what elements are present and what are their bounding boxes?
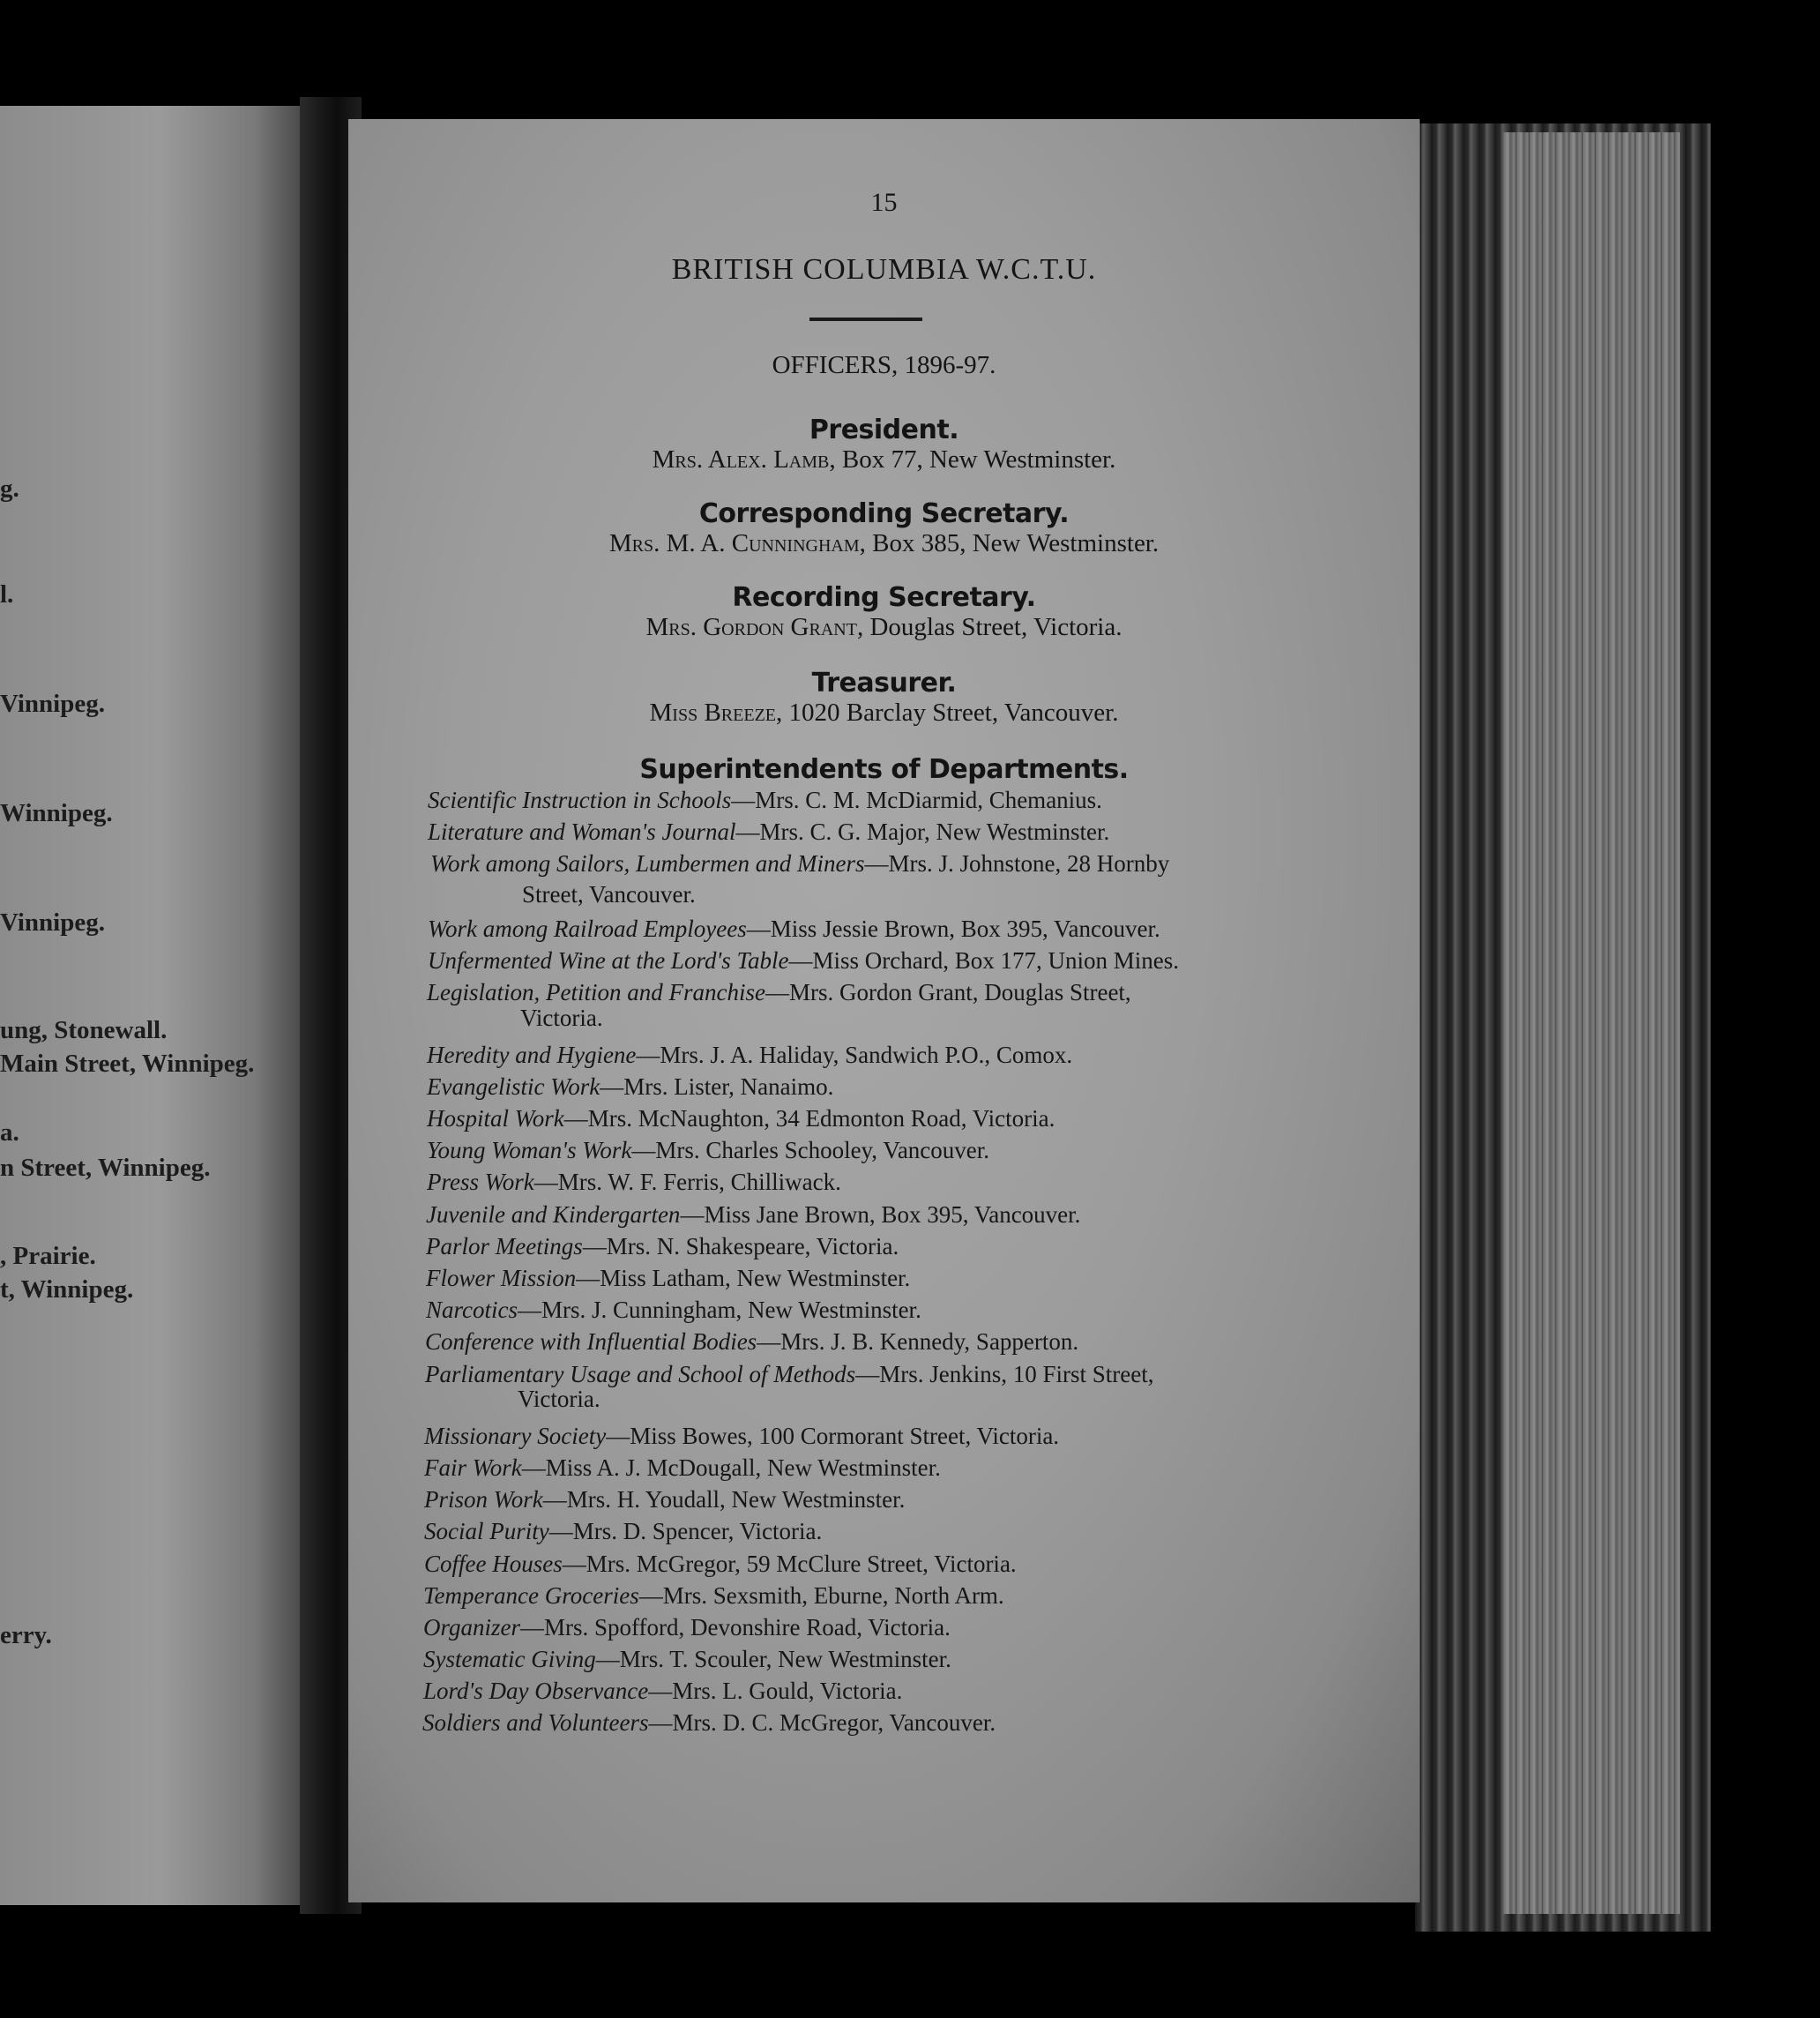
dept-superintendent: —Mrs. Charles Schooley, Vancouver. <box>631 1137 990 1163</box>
dept-superintendent: —Mrs. J. Johnstone, 28 Hornby <box>864 850 1170 877</box>
dept-superintendent: —Mrs. McNaughton, 34 Edmonton Road, Victoria. <box>563 1105 1055 1132</box>
dept-entry <box>427 979 1131 1006</box>
dept-name: Flower Mission <box>426 1265 577 1291</box>
dept-entry <box>427 1042 1072 1069</box>
dept-entry <box>426 1233 899 1260</box>
role-treasurer: Treasurer. <box>811 668 957 699</box>
dept-name: Press Work <box>427 1169 534 1195</box>
dept-name: Heredity and Hygiene <box>427 1042 637 1068</box>
left-page-fragment: Winnipeg. <box>0 799 113 827</box>
dept-name: Scientific Instruction in Schools <box>428 787 732 813</box>
dept-name: Parliamentary Usage and School of Methods <box>425 1361 856 1387</box>
dept-entry <box>424 1454 941 1482</box>
title-rule <box>809 318 922 321</box>
dept-superintendent: —Miss Jessie Brown, Box 395, Vancouver. <box>746 916 1160 942</box>
dept-superintendent: —Miss Jane Brown, Box 395, Vancouver. <box>680 1201 1081 1228</box>
superintendents-heading: Superintendents of Departments. <box>639 754 1129 785</box>
dept-entry <box>424 1551 1017 1578</box>
book-page-edges-light <box>1503 132 1680 1914</box>
officer-address: , Box 385, New Westminster. <box>859 529 1160 557</box>
dept-superintendent: —Mrs. D. C. McGregor, Vancouver. <box>648 1709 996 1736</box>
dept-name: Systematic Giving <box>423 1646 596 1672</box>
dept-superintendent: —Mrs. N. Shakespeare, Victoria. <box>582 1233 899 1259</box>
dept-entry <box>430 850 1169 878</box>
left-page-fragment: Vinnipeg. <box>0 690 105 718</box>
dept-name: Lord's Day Observance <box>423 1678 649 1704</box>
dept-name: Temperance Groceries <box>423 1582 639 1609</box>
dept-name: Social Purity <box>424 1518 549 1544</box>
dept-name: Legislation, Petition and Franchise <box>427 979 765 1005</box>
page-number: 15 <box>870 188 898 217</box>
left-page-fragment: ung, Stonewall. <box>0 1016 168 1044</box>
dept-entry <box>426 1201 1080 1229</box>
left-page-fragment: Main Street, Winnipeg. <box>0 1050 255 1078</box>
officer-address: , Douglas Street, Victoria. <box>856 613 1123 641</box>
dept-entry <box>425 1361 1153 1388</box>
left-page-fragment: Vinnipeg. <box>0 908 105 937</box>
dept-superintendent: —Mrs. L. Gould, Victoria. <box>648 1678 903 1704</box>
dept-superintendent: —Mrs. T. Scouler, New Westminster. <box>595 1646 951 1672</box>
dept-superintendent: —Mrs. C. M. McDiarmid, Chemanius. <box>731 787 1102 813</box>
dept-entry <box>425 1328 1078 1356</box>
dept-name: Coffee Houses <box>424 1551 563 1577</box>
dept-name: Hospital Work <box>427 1105 564 1132</box>
dept-entry <box>423 1582 1004 1610</box>
left-page-fragment: , Prairie. <box>0 1242 96 1270</box>
dept-superintendent: —Mrs. H. Youdall, New Westminster. <box>542 1486 906 1513</box>
role-recording-secretary: Recording Secretary. <box>732 582 1036 613</box>
officer-name: Mrs. M. A. Cunningham <box>608 529 860 557</box>
left-page-fragment: n Street, Winnipeg. <box>0 1154 211 1182</box>
dept-superintendent: —Mrs. McGregor, 59 McClure Street, Victoria. <box>562 1551 1017 1577</box>
officer-name: Mrs. Alex. Lamb <box>652 445 830 474</box>
dept-name: Young Woman's Work <box>427 1137 632 1163</box>
dept-superintendent: —Mrs. J. A. Haliday, Sandwich P.O., Comox. <box>636 1042 1073 1068</box>
officer-address: , 1020 Barclay Street, Vancouver. <box>776 699 1119 727</box>
dept-entry <box>427 1073 833 1101</box>
dept-name: Fair Work <box>424 1454 522 1481</box>
officer-president <box>348 445 1420 475</box>
dept-name: Evangelistic Work <box>427 1073 600 1100</box>
officer-name: Miss Breeze <box>649 699 777 727</box>
dept-name: Work among Railroad Employees <box>428 916 747 942</box>
dept-entry <box>422 1709 996 1737</box>
officer-address: , Box 77, New Westminster. <box>829 445 1116 474</box>
dept-entry <box>428 947 1179 975</box>
main-page <box>348 119 1420 1902</box>
role-corresponding-secretary: Corresponding Secretary. <box>698 498 1070 529</box>
left-page-fragment: l. <box>0 580 14 609</box>
dept-entry <box>428 818 1109 846</box>
dept-name: Organizer <box>423 1614 521 1641</box>
dept-superintendent: —Mrs. J. B. Kennedy, Sapperton. <box>757 1328 1079 1355</box>
left-page-fragment: a. <box>0 1118 19 1147</box>
dept-name: Narcotics <box>426 1297 518 1323</box>
dept-superintendent: —Miss Orchard, Box 177, Union Mines. <box>788 947 1179 974</box>
dept-superintendent: —Mrs. W. F. Ferris, Chilliwack. <box>533 1169 841 1195</box>
dept-superintendent: —Miss A. J. McDougall, New Westminster. <box>521 1454 941 1481</box>
officer-name: Mrs. Gordon Grant <box>645 613 857 641</box>
dept-superintendent: —Mrs. Jenkins, 10 First Street, <box>855 1361 1154 1387</box>
dept-entry <box>424 1423 1059 1450</box>
dept-continuation: Victoria. <box>518 1386 600 1412</box>
dept-entry <box>427 1169 841 1196</box>
dept-entry <box>428 787 1102 814</box>
dept-entry <box>423 1678 902 1705</box>
dept-superintendent: —Mrs. Gordon Grant, Douglas Street, <box>765 979 1131 1005</box>
role-president: President. <box>809 415 959 445</box>
dept-superintendent: —Mrs. D. Spencer, Victoria. <box>548 1518 823 1544</box>
dept-name: Prison Work <box>424 1486 543 1513</box>
dept-entry <box>423 1646 951 1673</box>
dept-superintendent: —Miss Latham, New Westminster. <box>576 1265 911 1291</box>
dept-entry <box>426 1265 910 1292</box>
dept-name: Literature and Woman's Journal <box>428 818 736 845</box>
left-page <box>0 106 317 1905</box>
dept-entry <box>424 1518 822 1545</box>
page-title: BRITISH COLUMBIA W.C.T.U. <box>671 253 1097 286</box>
officers-heading: OFFICERS, 1896-97. <box>772 351 996 379</box>
dept-name: Juvenile and Kindergarten <box>426 1201 681 1228</box>
officer-recording-secretary <box>348 613 1420 642</box>
dept-superintendent: —Mrs. Lister, Nanaimo. <box>600 1073 834 1100</box>
dept-superintendent: —Mrs. Sexsmith, Eburne, North Arm. <box>638 1582 1004 1609</box>
dept-name: Soldiers and Volunteers <box>422 1709 649 1736</box>
dept-superintendent: —Mrs. J. Cunningham, New Westminster. <box>518 1297 921 1323</box>
left-page-fragment: erry. <box>0 1621 52 1649</box>
dept-entry <box>423 1614 951 1641</box>
dept-superintendent: —Miss Bowes, 100 Cormorant Street, Victoria. <box>606 1423 1060 1449</box>
dept-name: Conference with Influential Bodies <box>425 1328 757 1355</box>
dept-entry <box>424 1486 905 1514</box>
officer-corresponding-secretary <box>348 529 1420 558</box>
left-page-fragment: g. <box>0 475 19 503</box>
dept-continuation: Victoria. <box>520 1005 603 1031</box>
dept-name: Unfermented Wine at the Lord's Table <box>428 947 789 974</box>
dept-entry <box>428 916 1160 943</box>
left-page-fragment: t, Winnipeg. <box>0 1275 134 1304</box>
dept-name: Missionary Society <box>424 1423 607 1449</box>
dept-entry <box>427 1137 989 1164</box>
dept-superintendent: —Mrs. Spofford, Devonshire Road, Victoria. <box>520 1614 951 1641</box>
dept-name: Parlor Meetings <box>426 1233 583 1259</box>
dept-superintendent: —Mrs. C. G. Major, New Westminster. <box>735 818 1110 845</box>
dept-name: Work among Sailors, Lumbermen and Miners <box>430 850 865 877</box>
dept-continuation: Street, Vancouver. <box>522 881 696 908</box>
dept-entry <box>427 1105 1055 1132</box>
dept-entry <box>426 1297 921 1324</box>
officer-treasurer <box>348 699 1420 728</box>
